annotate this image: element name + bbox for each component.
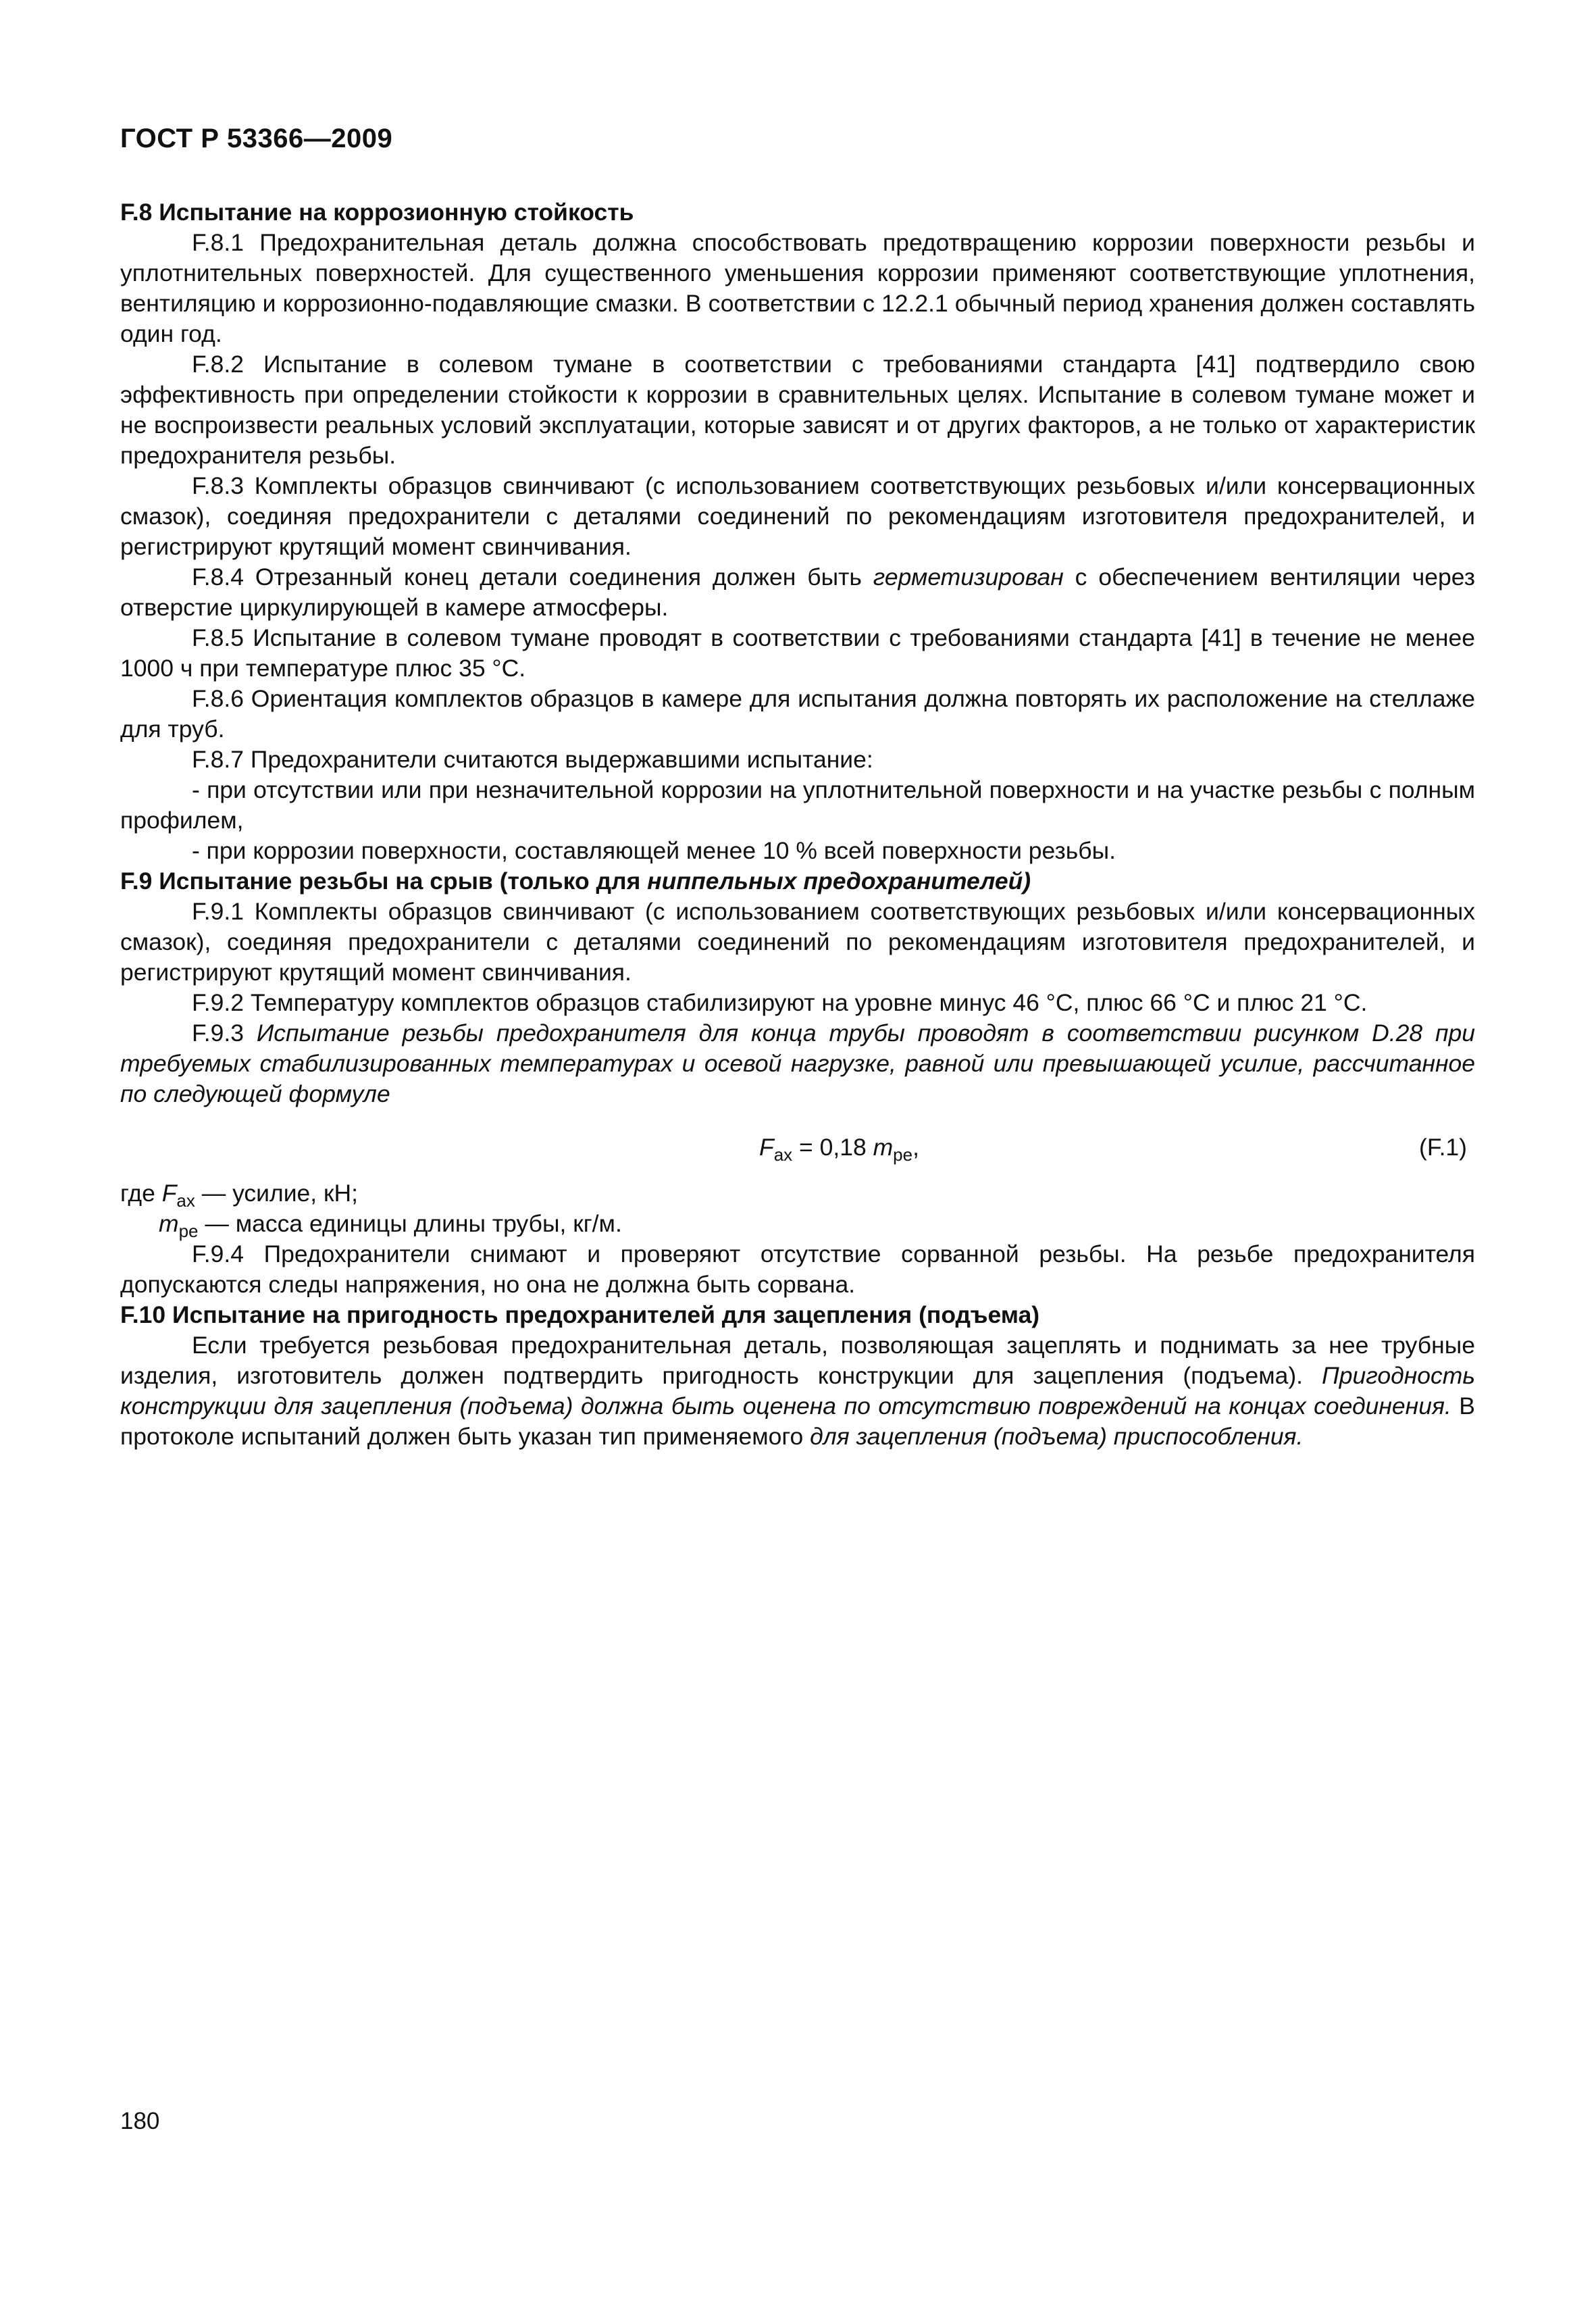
- formula-legend-2: $m_{pe}$ — масса единицы длины трубы, кг/м.: [159, 1210, 622, 1241]
- list-item-1: - при отсутствии или при незначительной коррозии на уплотнительной поверхности и на участке резьбы с полным профилем,: [120, 776, 1475, 834]
- paragraph-f8-2: F.8.2 Испытание в солевом тумане в соответствии с требованиями стандарта [41] подтвердило свою эффективность при определении стойкости к коррозии в сравнительных целях. Испытание в солевом тумане может и не воспроизвести реальных условий эксплуатации, которые зависят и от других факторов, а не только от характеристик предохранителя резьбы.: [120, 351, 1475, 469]
- formula-number: (F.1): [1419, 1134, 1467, 1161]
- paragraph-f8-3: F.8.3 Комплекты образцов свинчивают (с использованием соответствующих резьбовых и/или консервационных смазок), соединяя предохранители с деталями соединений по рекомендациям изготовителя предохранителей, и регистрируют крутящий момент свинчивания.: [120, 472, 1475, 560]
- document-header: ГОСТ Р 53366—2009: [120, 124, 393, 153]
- paragraph-f8-7: F.8.7 Предохранители считаются выдержавшими испытание:: [192, 746, 873, 773]
- section-f9-heading: F.9 Испытание резьбы на срыв (только для ниппельных предохранителей): [120, 867, 1031, 895]
- paragraph-f9-1: F.9.1 Комплекты образцов свинчивают (с использованием соответствующих резьбовых и/или консервационных смазок), соединяя предохранители с деталями соединений по рекомендациям изготовителя предохранителей, и регистрируют крутящий момент свинчивания.: [120, 898, 1475, 986]
- paragraph-f9-2: F.9.2 Температуру комплектов образцов стабилизируют на уровне минус 46 °С, плюс 66 °С и плюс 21 °С.: [192, 989, 1368, 1016]
- section-f10-heading: F.10 Испытание на пригодность предохранителей для зацепления (подъема): [120, 1301, 1040, 1328]
- paragraph-f9-3: F.9.3 Испытание резьбы предохранителя для конца трубы проводят в соответствии рисунком D.28 при требуемых стабилизированных температурах и осевой нагрузке, равной или превышающей усилие, рассчитанное по следующей формуле: [120, 1020, 1476, 1107]
- document-body: [120, 197, 1475, 1452]
- paragraph-f8-4: F.8.4 Отрезанный конец детали соединения должен быть герметизирован с обеспечением вентиляции через отверстие циркулирующей в камере атмосферы.: [120, 563, 1475, 621]
- formula-legend-1: где $F_{ax}$ — усилие, кН;: [120, 1180, 359, 1211]
- paragraph-f10-1: Если требуется резьбовая предохранительная деталь, позволяющая зацеплять и поднимать за нее трубные изделия, изготовитель должен подтвердить пригодность конструкции для зацепления (подъема). Пригодность конструкции для зацепления (подъема) должна быть оценена по отсутствию повреждений на концах соединения. В протоколе испытаний должен быть указан тип применяемого для зацепления (подъема) приспособления.: [120, 1332, 1475, 1450]
- paragraph-f8-5: F.8.5 Испытание в солевом тумане проводят в соответствии с требованиями стандарта [41] в течение не менее 1000 ч при температуре плюс 35 °С.: [120, 624, 1475, 682]
- formula-f1: [120, 1117, 1475, 1178]
- paragraph-f8-6: F.8.6 Ориентация комплектов образцов в камере для испытания должна повторять их расположение на стеллаже для труб.: [120, 685, 1475, 743]
- list-item-2: - при коррозии поверхности, составляющей менее 10 % всей поверхности резьбы.: [192, 837, 1116, 864]
- section-f8-heading: F.8 Испытание на коррозионную стойкость: [120, 199, 634, 226]
- paragraph-f9-4: F.9.4 Предохранители снимают и проверяют отсутствие сорванной резьбы. На резьбе предохранителя допускаются следы напряжения, но она не должна быть сорвана.: [120, 1240, 1475, 1298]
- emphasis-text: герметизирован: [873, 563, 1064, 590]
- formula-expression: $F_{ax} = 0,18$ $m_{pe}$,: [759, 1134, 919, 1165]
- page-number: 180: [120, 2108, 160, 2134]
- paragraph-f8-1: F.8.1 Предохранительная деталь должна способствовать предотвращению коррозии поверхности резьбы и уплотнительных поверхностей. Для существенного уменьшения коррозии применяют соответствующие уплотнения, вентиляцию и коррозионно-подавляющие смазки. В соответствии с 12.2.1 обычный период хранения должен составлять один год.: [120, 229, 1475, 347]
